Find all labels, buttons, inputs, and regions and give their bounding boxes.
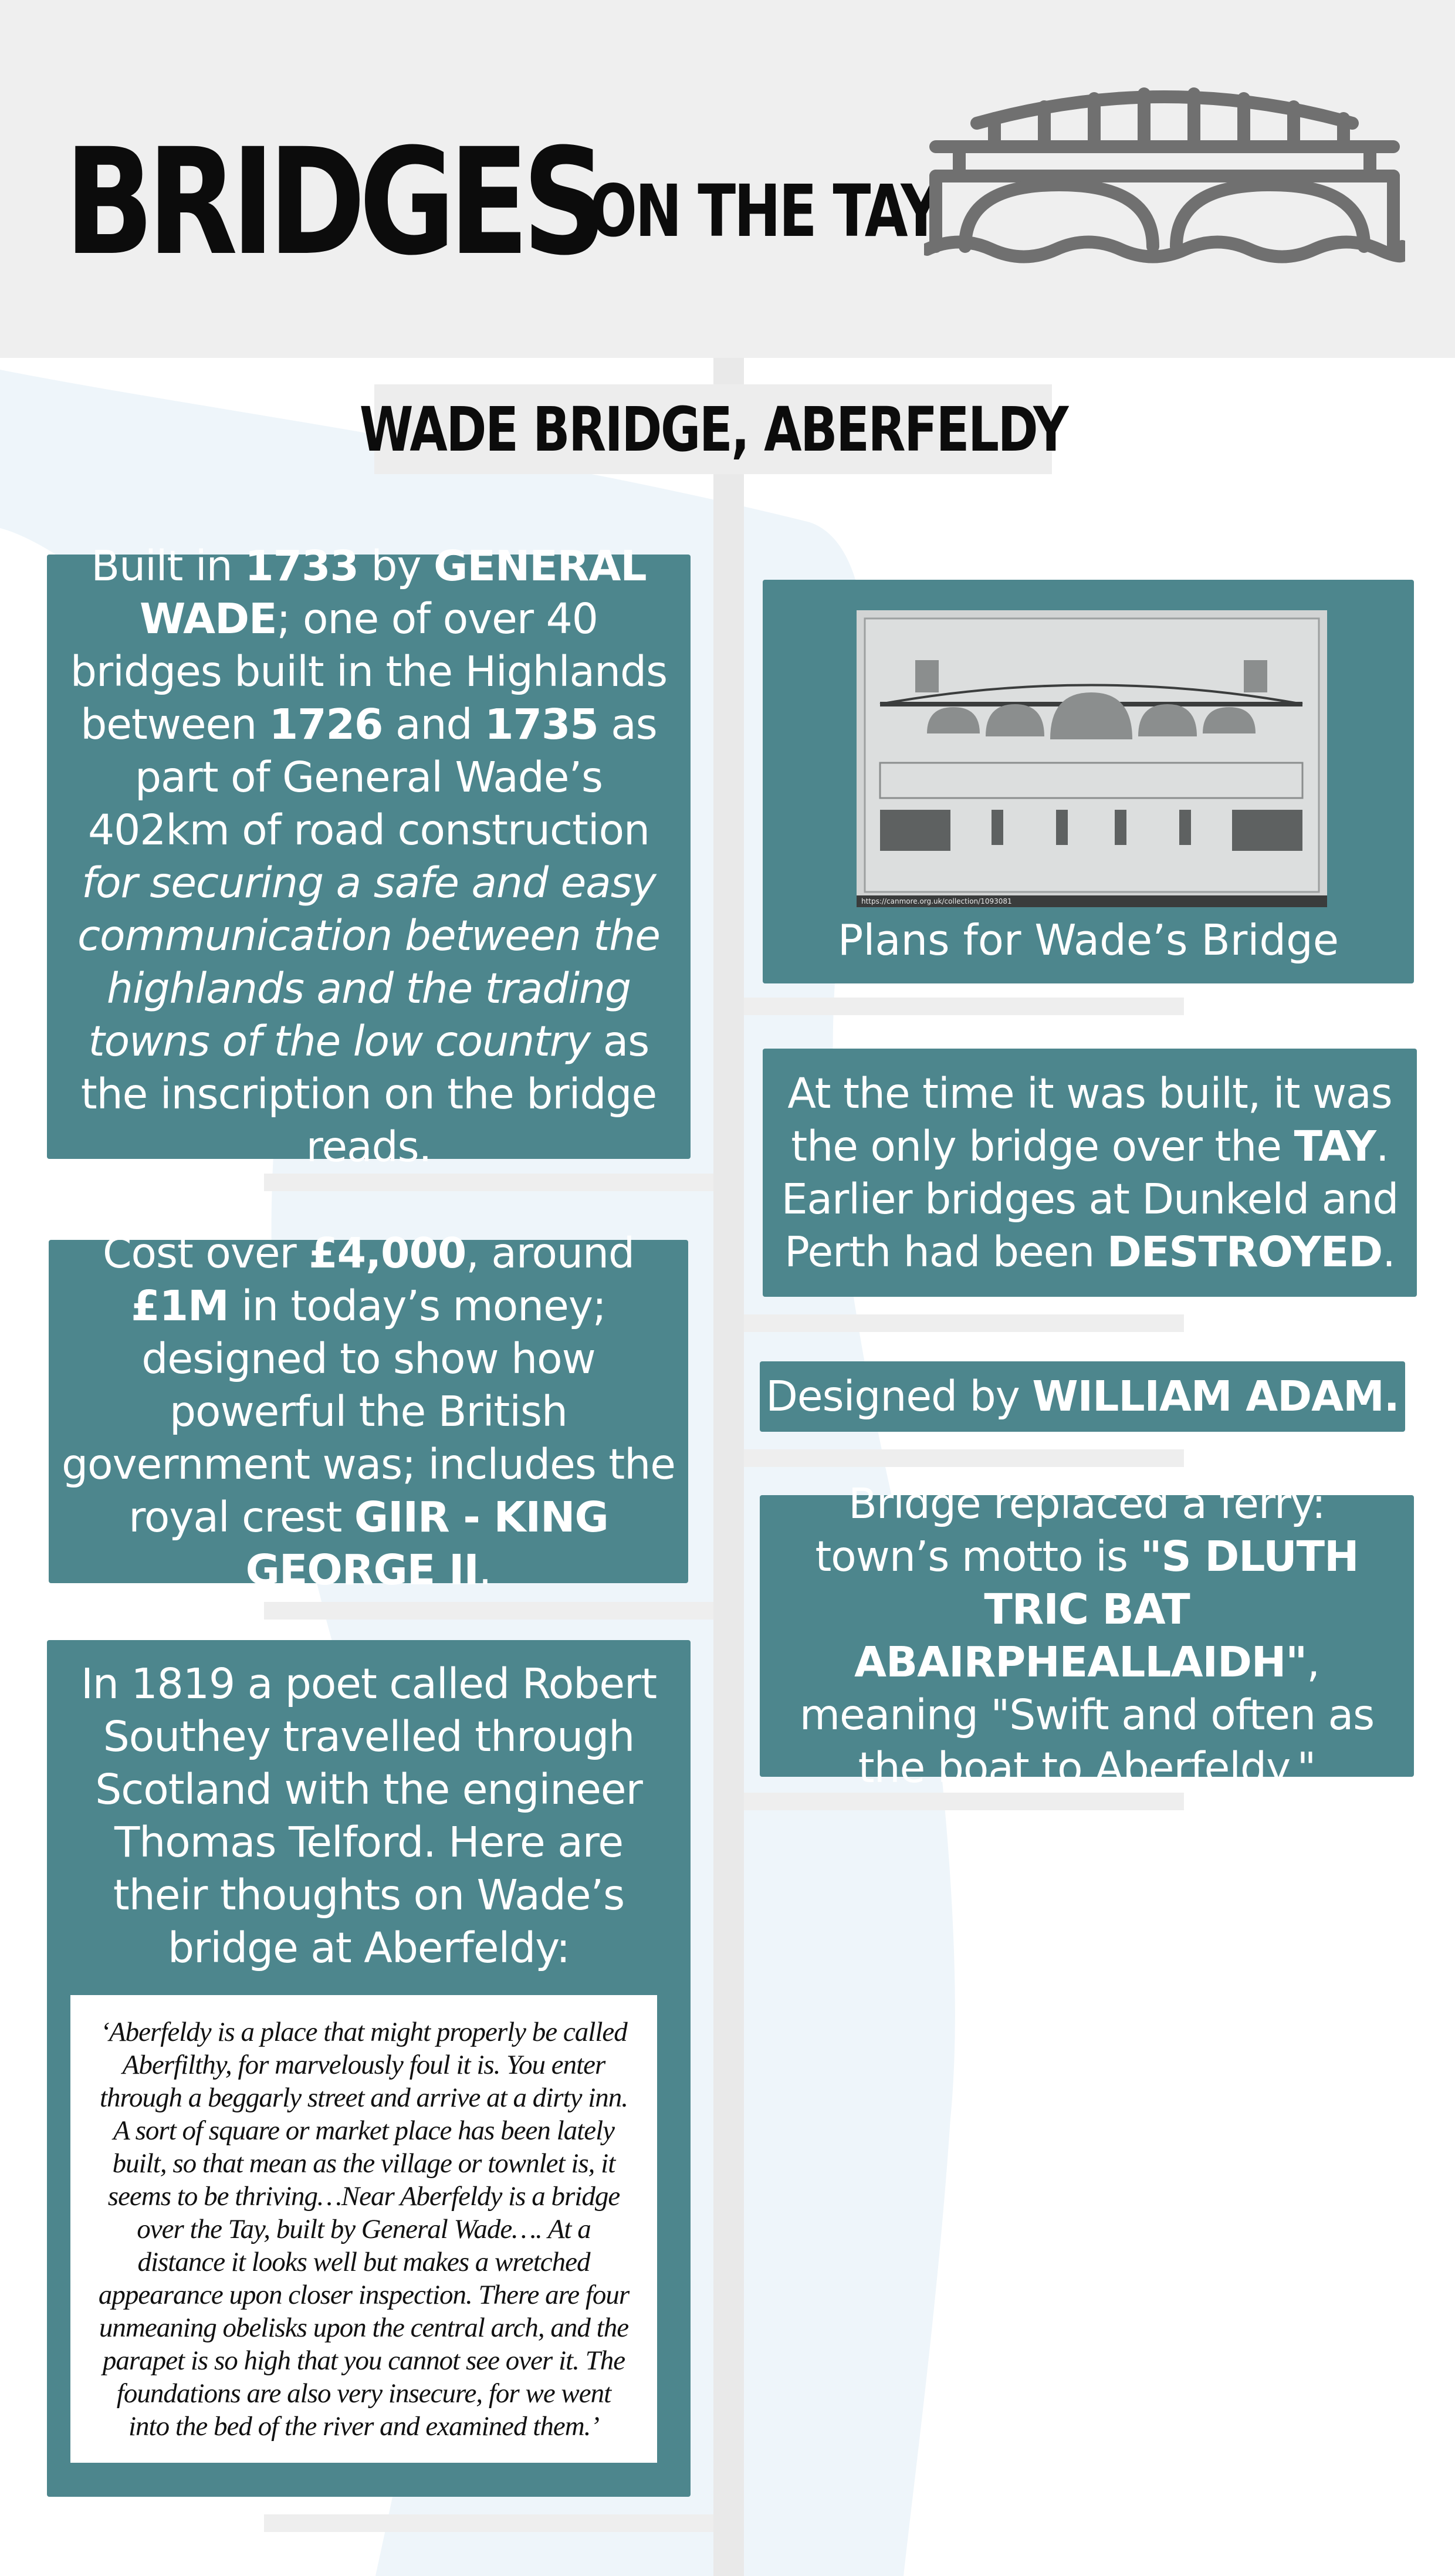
plans-caption: Plans for Wade’s Bridge xyxy=(837,915,1339,965)
fact-text: Cost over £4,000, around £1M in today’s money; designed to show how powerful the British government was; includes the royal crest GIIR - KING GEORGE II. xyxy=(62,1228,675,1594)
page-title: BRIDGES xyxy=(65,117,601,288)
poet-intro: In 1819 a poet called Robert Southey travelled through Scotland with the engineer Thomas Telford. Here are their thoughts on Wade’s bridge at Aberfeldy: xyxy=(80,1659,657,1972)
timeline-bar xyxy=(744,1314,1184,1332)
timeline-spine xyxy=(713,358,744,2576)
quote-text: ‘Aberfeldy is a place that might properly be called Aberfilthy, for marvelously foul it is. You enter through a beggarly street and arrive at a dirty inn. A sort of square or market place has been lately built, so that mean as the village or townlet is, it seems to be thriving…Near Aberfeldy is a bridge over the Tay, built by General Wade…. At a distance it looks well but makes a wretched appearance upon closer inspection. There are four unmeaning obelisks upon the central arch, and the parapet is so high that you cannot see over it. The foundations are also very insecure, for we went into the bed of the river and examined them.’ xyxy=(98,2016,630,2442)
timeline-bar xyxy=(264,2514,713,2532)
bridge-icon xyxy=(924,82,1405,264)
fact-box-designed xyxy=(760,1361,1405,1432)
fact-text: Built in 1733 by GENERAL WADE; one of over 40 bridges built in the Highlands between 1726 and 1735 as part of General Wade’s 402km of road construction for securing a safe and easy communication between the highlands and the trading towns of the low country as the inscription on the bridge reads. xyxy=(70,542,668,1171)
fact-box-ferry xyxy=(760,1479,1414,1792)
bridge-plan-image xyxy=(857,610,1327,907)
timeline-bar xyxy=(264,1602,713,1620)
quote-box xyxy=(70,1995,657,2463)
section-title-text: WADE BRIDGE, ABERFELDY xyxy=(359,393,1067,465)
timeline-bar xyxy=(744,998,1184,1015)
fact-text: Designed by WILLIAM ADAM. xyxy=(766,1372,1399,1421)
fact-text: At the time it was built, it was the only bridge over the TAY. Earlier bridges at Dunkeld and Perth had been DESTROYED. xyxy=(781,1069,1399,1276)
page-subtitle: ON THE TAY xyxy=(590,170,940,253)
section-title xyxy=(359,384,1067,474)
fact-box-only-bridge xyxy=(763,1049,1417,1297)
timeline-bar xyxy=(744,1449,1184,1467)
timeline-bar xyxy=(744,1793,1184,1810)
timeline-bar xyxy=(264,1174,713,1191)
fact-box-built xyxy=(47,542,691,1171)
fact-box-cost xyxy=(49,1228,688,1594)
fact-text: Bridge replaced a ferry: town’s motto is "S DLUTH TRIC BAT ABAIRPHEALLAIDH", meaning "Swift and often as the boat to Aberfeldy." xyxy=(799,1479,1375,1792)
image-source-url: https://canmore.org.uk/collection/1093081 xyxy=(861,897,1012,905)
